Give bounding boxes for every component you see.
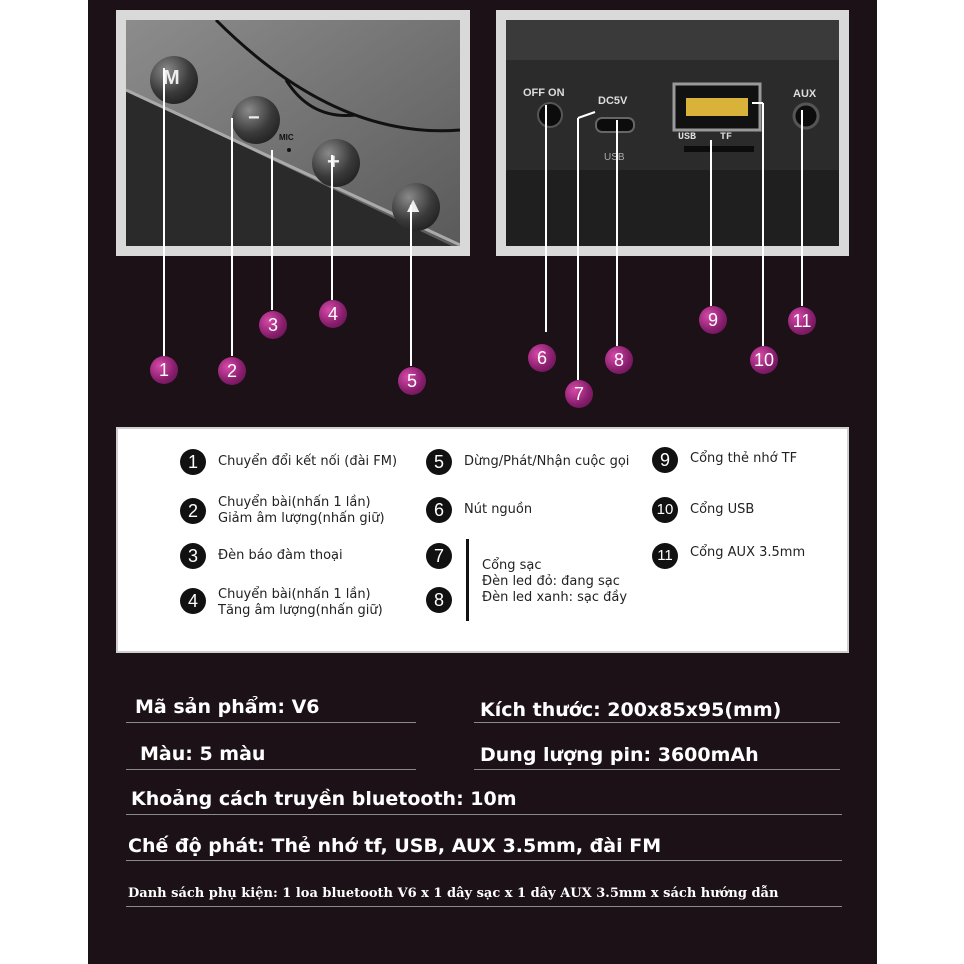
spec-color: Màu: 5 màu: [140, 743, 266, 765]
spec-range: Khoảng cách truyền bluetooth: 10m: [131, 788, 517, 810]
spec-model: Mã sản phẩm: V6: [135, 696, 320, 718]
marker-9: 9: [699, 306, 727, 334]
spec-modes: Chế độ phát: Thẻ nhớ tf, USB, AUX 3.5mm, đài FM: [128, 835, 662, 857]
legend-text: Cổng USB: [690, 502, 755, 517]
legend-number: 9: [652, 447, 678, 473]
legend-number: 4: [180, 588, 206, 614]
divider: [126, 860, 842, 861]
marker-11: 11: [788, 307, 816, 335]
legend-text-7-8: Cổng sạc Đèn led đỏ: đang sạc Đèn led xanh: sạc đầy: [482, 558, 628, 605]
marker-10: 10: [750, 346, 778, 374]
legend-box: [116, 427, 849, 653]
usb-tf-label: USB TF: [678, 132, 733, 143]
spec-battery: Dung lượng pin: 3600mAh: [480, 744, 759, 766]
divider: [126, 722, 416, 723]
legend-number: 2: [180, 498, 206, 524]
aux-label: AUX: [793, 88, 817, 100]
legend-text: Chuyển đổi kết nối (đài FM): [218, 454, 398, 469]
legend-item-8: [426, 587, 452, 613]
legend-item-5: [426, 449, 629, 475]
usb-charge-label: USB: [604, 152, 625, 163]
legend-item-7: [426, 543, 452, 569]
speaker-back-photo: [496, 10, 849, 256]
marker-6: 6: [528, 344, 556, 372]
legend-text: Dừng/Phát/Nhận cuộc gọi: [464, 454, 630, 469]
legend-number: 10: [652, 497, 678, 523]
legend-bracket-7-8: [466, 539, 469, 621]
marker-3: 3: [259, 311, 287, 339]
divider: [126, 814, 842, 815]
legend-number: 1: [180, 449, 206, 475]
m-button-glyph: M: [163, 67, 180, 89]
divider: [126, 906, 842, 907]
marker-4: 4: [319, 300, 347, 328]
legend-text: Cổng thẻ nhớ TF: [690, 451, 798, 466]
legend-text: Chuyển bài(nhấn 1 lần) Tăng âm lượng(nhấn giữ): [218, 587, 383, 618]
minus-button-glyph: −: [248, 107, 260, 129]
legend-item-2: [180, 495, 385, 527]
mic-label: MIC: [279, 133, 294, 142]
legend-number: 8: [426, 587, 452, 613]
legend-text: Đèn báo đàm thoại: [218, 548, 343, 563]
plus-button-glyph: +: [327, 149, 340, 174]
legend-text: Chuyển bài(nhấn 1 lần) Giảm âm lượng(nhấn giữ): [218, 495, 385, 526]
legend-number: 5: [426, 449, 452, 475]
legend-number: 7: [426, 543, 452, 569]
legend-item-10: [652, 497, 754, 523]
legend-item-9: [652, 447, 797, 473]
marker-2: 2: [218, 357, 246, 385]
divider: [126, 769, 416, 770]
legend-text: Nút nguồn: [464, 502, 533, 517]
divider: [474, 722, 840, 723]
legend-item-3: [180, 543, 343, 569]
legend-item-1: [180, 449, 397, 475]
divider: [474, 769, 840, 770]
speaker-top-photo: [116, 10, 470, 256]
off-on-label: OFF ON: [523, 87, 565, 99]
marker-7: 7: [565, 380, 593, 408]
legend-item-6: [426, 497, 532, 523]
marker-1: 1: [150, 356, 178, 384]
legend-text: Cổng AUX 3.5mm: [690, 545, 806, 560]
legend-item-4: [180, 587, 383, 619]
play-button-glyph: ▲: [407, 195, 420, 214]
legend-number: 6: [426, 497, 452, 523]
spec-size: Kích thước: 200x85x95(mm): [480, 699, 782, 721]
marker-5: 5: [398, 367, 426, 395]
marker-8: 8: [605, 346, 633, 374]
legend-number: 3: [180, 543, 206, 569]
spec-accessories: Danh sách phụ kiện: 1 loa bluetooth V6 x 1 dây sạc x 1 dây AUX 3.5mm x sách hướng dẫn: [128, 886, 779, 901]
legend-item-11: [652, 543, 805, 569]
legend-number: 11: [652, 543, 678, 569]
speaker-back-illustration: [506, 20, 839, 246]
dc5v-label: DC5V: [598, 95, 628, 107]
